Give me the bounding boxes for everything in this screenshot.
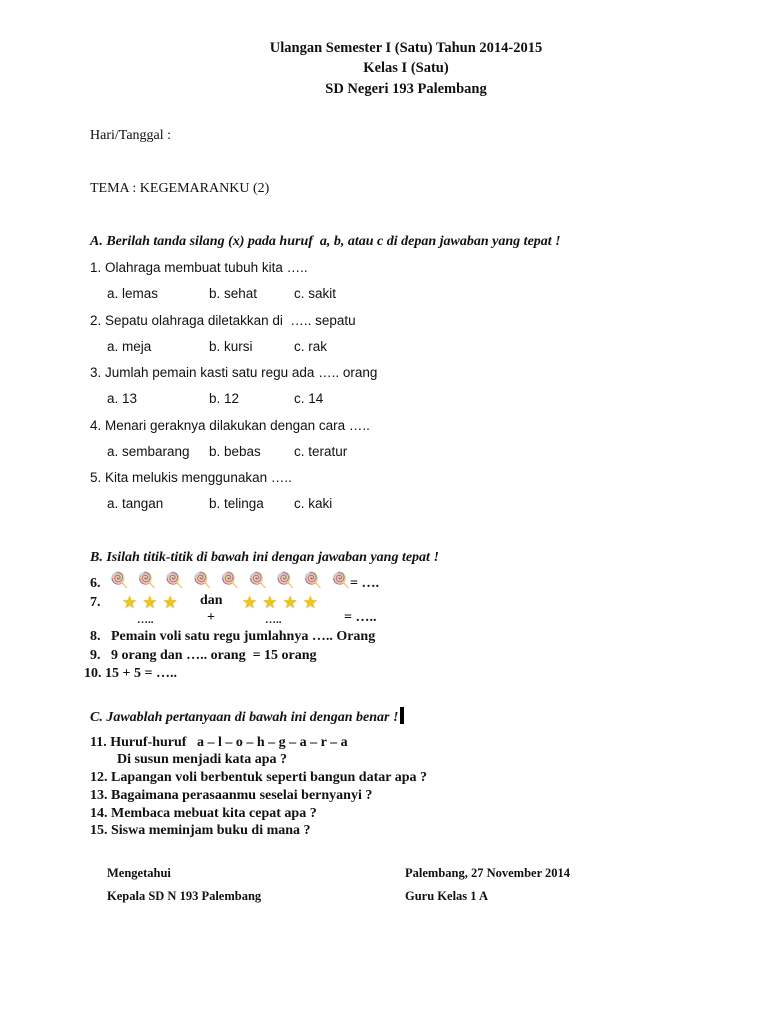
question-5: 5. Kita melukis menggunakan …..: [90, 470, 292, 485]
q7-answer-blank: = …..: [344, 610, 377, 625]
option-b-q3[interactable]: b. 12: [209, 391, 240, 406]
lollipop-icon: 🍭: [193, 573, 212, 589]
q6-number: 6.: [90, 576, 101, 591]
option-a-q4[interactable]: a. sembarang: [107, 444, 190, 459]
q7-plus: +: [207, 610, 215, 625]
q14: 14. Membaca mebuat kita cepat apa ?: [90, 806, 317, 821]
q10: 10. 15 + 5 = …..: [84, 666, 177, 681]
option-a-q5[interactable]: a. tangan: [107, 496, 164, 511]
q15: 15. Siswa meminjam buku di mana ?: [90, 823, 311, 838]
q9: 9. 9 orang dan ….. orang = 15 orang: [90, 648, 317, 663]
section-a-heading: A. Berilah tanda silang (x) pada huruf a, b, atau c di depan jawaban yang tepat !: [90, 234, 561, 249]
star-icon: ★: [282, 593, 298, 612]
star-icon: ★: [142, 593, 158, 612]
option-a-q1[interactable]: a. lemas: [107, 286, 159, 301]
q12: 12. Lapangan voli berbentuk seperti bangun datar apa ?: [90, 770, 427, 785]
q11: 11. Huruf-huruf a – l – o – h – g – a – r – a: [90, 735, 348, 750]
star-icon: ★: [262, 593, 278, 612]
star-icon: ★: [162, 593, 178, 612]
lollipop-icon: 🍭: [331, 573, 351, 589]
option-b-q1[interactable]: b. sehat: [209, 286, 258, 301]
title-line-3: SD Negeri 193 Palembang: [325, 81, 487, 97]
question-4: 4. Menari geraknya dilakukan dengan cara …..: [90, 418, 370, 433]
star-icon: ★: [302, 593, 318, 612]
text-cursor: [400, 707, 404, 724]
question-3: 3. Jumlah pemain kasti satu regu ada ….. orang: [90, 365, 378, 380]
q7-dan: dan: [200, 593, 223, 608]
q8: 8. Pemain voli satu regu jumlahnya ….. Orang: [90, 629, 376, 644]
lollipop-icon: 🍭: [248, 573, 268, 589]
date-field-label: Hari/Tanggal :: [90, 128, 172, 143]
title-line-2: Kelas I (Satu): [363, 60, 449, 76]
option-b-q4[interactable]: b. bebas: [209, 444, 261, 459]
option-c-q3[interactable]: c. 14: [294, 391, 324, 406]
star-icon: ★: [242, 593, 258, 612]
signature-left-2: Kepala SD N 193 Palembang: [107, 889, 262, 903]
section-c-heading: [90, 707, 404, 727]
signature-left-1: Mengetahui: [107, 866, 171, 880]
lollipop-icon: 🍭: [220, 573, 240, 589]
option-b-q2[interactable]: b. kursi: [209, 339, 253, 354]
lollipop-icon: 🍭: [165, 573, 185, 589]
lollipop-icon: 🍭: [110, 573, 129, 589]
question-1: 1. Olahraga membuat tubuh kita …..: [90, 260, 308, 275]
option-a-q2[interactable]: a. meja: [107, 339, 152, 354]
q11-continued: Di susun menjadi kata apa ?: [117, 752, 287, 767]
q7-blank-2: …..: [265, 614, 282, 626]
option-c-q1[interactable]: c. sakit: [294, 286, 337, 301]
lollipop-icon: 🍭: [137, 573, 157, 589]
title-line-1: Ulangan Semester I (Satu) Tahun 2014-2015: [269, 40, 543, 56]
question-2: 2. Sepatu olahraga diletakkan di ….. sepatu: [90, 313, 356, 328]
q7-blank-1: …..: [137, 614, 154, 626]
q7-number: 7.: [90, 595, 101, 610]
lollipop-icon: 🍭: [303, 573, 323, 589]
lollipop-icon: 🍭: [276, 573, 295, 589]
section-b-heading: B. Isilah titik-titik di bawah ini dengan jawaban yang tepat !: [90, 550, 439, 565]
signature-right-1: Palembang, 27 November 2014: [405, 866, 571, 880]
q7-stars-group-2: [242, 593, 318, 612]
option-c-q4[interactable]: c. teratur: [294, 444, 348, 459]
q6-answer-blank: = ….: [350, 576, 379, 591]
option-b-q5[interactable]: b. telinga: [209, 496, 264, 511]
q7-stars-group-1: [122, 593, 178, 612]
q13: 13. Bagaimana perasaanmu seselai bernyanyi ?: [90, 788, 373, 803]
option-c-q5[interactable]: c. kaki: [294, 496, 333, 511]
section-c-heading-text: C. Jawablah pertanyaan di bawah ini dengan benar !: [90, 710, 399, 725]
theme-label: TEMA : KEGEMARANKU (2): [90, 181, 270, 196]
option-c-q2[interactable]: c. rak: [294, 339, 328, 354]
option-a-q3[interactable]: a. 13: [107, 391, 138, 406]
star-icon: ★: [122, 593, 138, 612]
signature-right-2: Guru Kelas 1 A: [405, 889, 488, 903]
q6-lollipops: [110, 572, 350, 590]
